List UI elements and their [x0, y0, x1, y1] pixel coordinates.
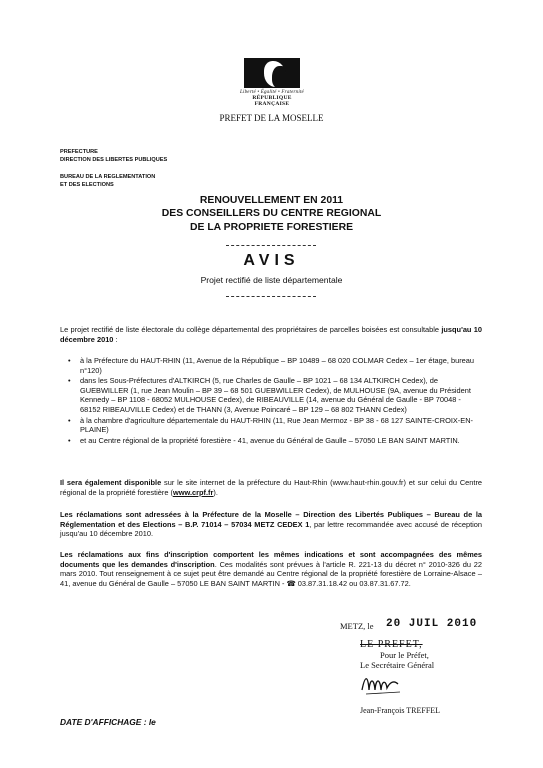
list-item: • et au Centre régional de la propriété forestière - 41, avenue du Général de Gaulle – 57050 LE BAN SAINT MARTIN.	[68, 435, 460, 445]
avis-heading: AVIS	[243, 252, 300, 269]
signature-city: METZ, le	[340, 621, 374, 631]
deadline: jusqu'au 10 décembre 2010	[60, 325, 482, 344]
location-list	[60, 356, 482, 446]
list-item: • dans les Sous-Préfectures d'ALTKIRCH (5, rue Charles de Gaulle – BP 1021 – 68 134 ALTKIRCH Cedex), de GUEBWILLER (1, rue Jean Moulin – BP 39 – 68 501 GUEBWILLER Cedex), de MULHOUSE (9A, avenue du Président Kennedy – BP 1108 - 68052 MULHOUSE Cedex), de RIBEAUVILLE (14, avenue du Général de Gaulle - BP 70048 - 68152 RIBEAUVILLE Cedex) et de THANN (3, Avenue Poincaré – BP 129 – 68 802 THANN Cedex)	[68, 376, 471, 414]
stamp-pour: Pour le Préfet,	[380, 650, 429, 660]
signature-date-stamp: 20 JUIL 2010	[386, 618, 478, 630]
prefet-heading: PREFET DE LA MOSELLE	[219, 113, 324, 123]
title-line: DE LA PROPRIETE FORESTIERE	[190, 221, 353, 233]
official-stamp	[360, 640, 434, 670]
marianne-icon	[244, 58, 300, 88]
motto: Liberté • Égalité • Fraternité	[240, 90, 304, 95]
separator-top	[226, 245, 316, 246]
subtitle: Projet rectifié de liste départementale	[200, 275, 343, 285]
stamp-prefet: LE PREFET,	[360, 639, 423, 650]
admin-line: ET DES ELECTIONS	[60, 181, 114, 188]
republic-name: RÉPUBLIQUE FRANÇAISE	[252, 95, 292, 107]
title-line: RENOUVELLEMENT EN 2011	[199, 195, 344, 206]
admin-department	[60, 149, 167, 164]
admin-line: BUREAU DE LA REGLEMENTATION	[60, 174, 156, 180]
title-line: DES CONSEILLERS DU CENTRE REGIONAL	[161, 208, 382, 220]
list-item: • à la chambre d'agriculture départementale du HAUT-RHIN (11, Rue Jean Mermoz - BP 38 - 68 127 SAINTE-CROIX-EN-PLAINE)	[68, 415, 473, 435]
crpf-link[interactable]: www.crpf.fr	[172, 487, 214, 497]
signer-name: Jean-François TREFFEL	[360, 706, 441, 715]
internet-paragraph: Il sera également disponible sur le site internet de la préfecture du Haut-Rhin (www.haut-rhin.gouv.fr) et sur celui du Centre régional de la propriété forestière (www.crpf.fr).	[60, 478, 483, 497]
handwritten-signature	[360, 670, 410, 700]
list-item: • à la Préfecture du HAUT-RHIN (11, Avenue de la République – BP 10489 – 68 020 COLMAR Cedex – 1er étage, bureau n°120)	[68, 356, 474, 375]
stamp-role: Le Secrétaire Général	[360, 660, 435, 670]
republic-logo	[236, 58, 308, 107]
admin-line: PREFECTURE	[60, 149, 98, 155]
date-affichage: DATE D'AFFICHAGE : le	[60, 717, 156, 727]
admin-line: DIRECTION DES LIBERTES PUBLIQUES	[60, 156, 168, 163]
document-title	[0, 194, 543, 234]
fins-paragraph: Les réclamations aux fins d'inscription comportent les mêmes indications et sont accompagnées des mêmes documents que les demandes d'inscription. Ces modalités sont prévues à l'article R. 221-13 du décret n° 2010-326 du 22 mars 2010. Tout renseignement à ce sujet peut être demandé au Centre régional de la propriété forestière de Lorraine-Alsace – 41, avenue du Général de Gaulle – 57050 LE BAN SAINT MARTIN - ☎ 03.87.31.18.42 ou 03.87.31.67.72.	[60, 550, 482, 589]
reclamations-paragraph: Les réclamations sont adressées à la Préfecture de la Moselle – Direction des Libertés Publiques – Bureau de la Réglementation et des Elections – B.P. 71014 – 57034 METZ CEDEX 1, par lettre recommandée avec accusé de réception jusqu'au 10 décembre 2010.	[60, 510, 482, 539]
separator-bottom	[226, 296, 316, 297]
intro-paragraph: Le projet rectifié de liste électorale du collège départemental des propriétaires de parcelles boisées est consultable jusqu'au 10 décembre 2010 :	[60, 325, 482, 344]
admin-bureau	[60, 174, 155, 189]
